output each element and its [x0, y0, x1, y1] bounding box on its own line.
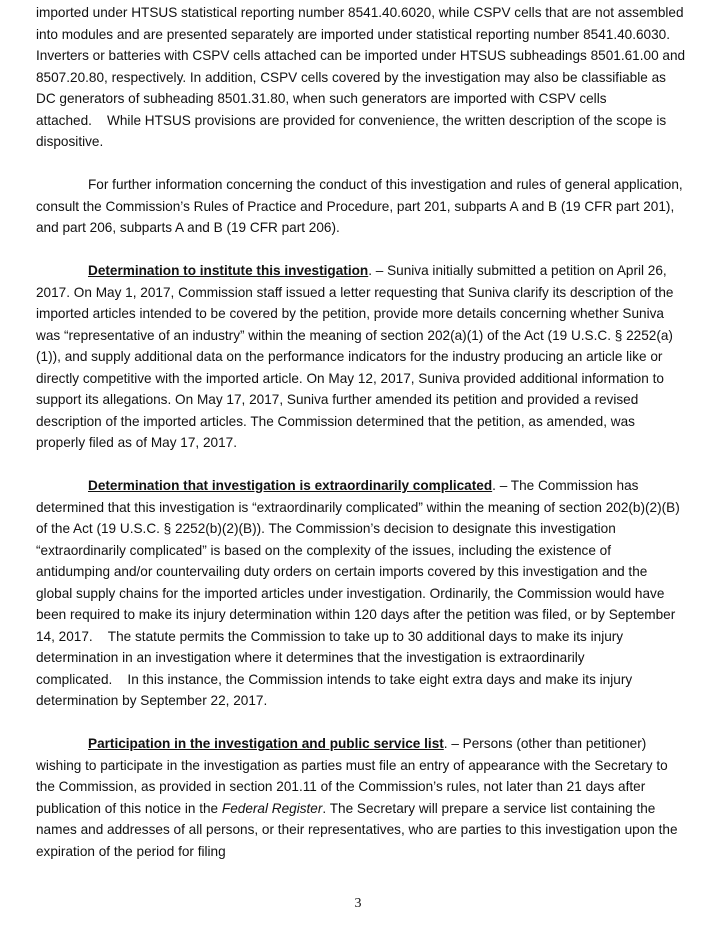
participation-paragraph: [36, 733, 686, 862]
scope-paragraph: imported under HTSUS statistical reporting number 8541.40.6020, while CSPV cells that are not assembled into modules and are presented separately are imported under statistical reporting number 8541.40.6030. Inverters or batteries with CSPV cells attached can be imported under HTSUS subheadings 8501.61.00 and 8507.20.80, respectively. In addition, CSPV cells covered by the investigation may also be classifiable as DC generators of subheading 8501.31.80, when such generators are imported with CSPV cells attached. While HTSUS provisions are provided for convenience, the written description of the scope is dispositive.: [36, 5, 686, 149]
participation-body-start: . – Persons (other than petitioner) wishing to participate in the investigation as parties must file an entry of appearance with the Secretary to the Commission, as provided in section 201.11 of the Commission’s rules, not later than 21 days after publication of this notice in the: [36, 736, 668, 816]
institute-determination-body: . – Suniva initially submitted a petition on April 26, 2017. On May 1, 2017, Commission staff issued a letter requesting that Suniva clarify its description of the imported articles intended to be covered by the petition, provide more details concerning whether Suniva was “representative of an industry” within the meaning of section 202(a)(1) of the Act (19 U.S.C. § 2252(a)(1)), and supply additional data on the performance indicators for the industry producing an article like or directly competitive with the imported article. On May 12, 2017, Suniva provided additional information to support its allegations. On May 17, 2017, Suniva further amended its petition and provided a revised description of the imported articles. The Commission determined that the petition, as amended, was properly filed as of May 17, 2017.: [36, 263, 674, 450]
participation-heading: Participation in the investigation and public service list: [88, 736, 444, 751]
extraordinarily-complicated-paragraph: [36, 475, 686, 712]
federal-register-italic: Federal Register: [221, 800, 323, 816]
document-page: [36, 2, 686, 862]
institute-determination-paragraph: [36, 260, 686, 454]
institute-determination-heading: Determination to institute this investigation: [88, 263, 369, 278]
further-information-paragraph: For further information concerning the conduct of this investigation and rules of general application, consult the Commission’s Rules of Practice and Procedure, part 201, subparts A and B (19 CFR part 201), and part 206, subparts A and B (19 CFR part 206).: [36, 177, 683, 235]
page-number: 3: [354, 896, 362, 911]
extraordinarily-complicated-body: . – The Commission has determined that this investigation is “extraordinarily complicated” within the meaning of section 202(b)(2)(B) of the Act (19 U.S.C. § 2252(b)(2)(B)). The Commission’s decision to designate this investigation “extraordinarily complicated” is based on the complexity of the issues, including the existence of antidumping and/or countervailing duty orders on certain imports covered by this investigation and the global supply chains for the imported articles under investigation. Ordinarily, the Commission would have been required to make its injury determination within 120 days after the petition was filed, or by September 14, 2017. The statute permits the Commission to take up to 30 additional days to make its injury determination in an investigation where it determines that the investigation is extraordinarily complicated. In this instance, the Commission intends to take eight extra days and make its injury determination by September 22, 2017.: [36, 478, 680, 708]
extraordinarily-complicated-heading: Determination that investigation is extraordinarily complicated: [88, 478, 493, 493]
participation-body-end: . The Secretary will prepare a service list containing the names and addresses of all persons, or their representatives, who are parties to this investigation upon the expiration of the period for filing: [36, 800, 678, 859]
